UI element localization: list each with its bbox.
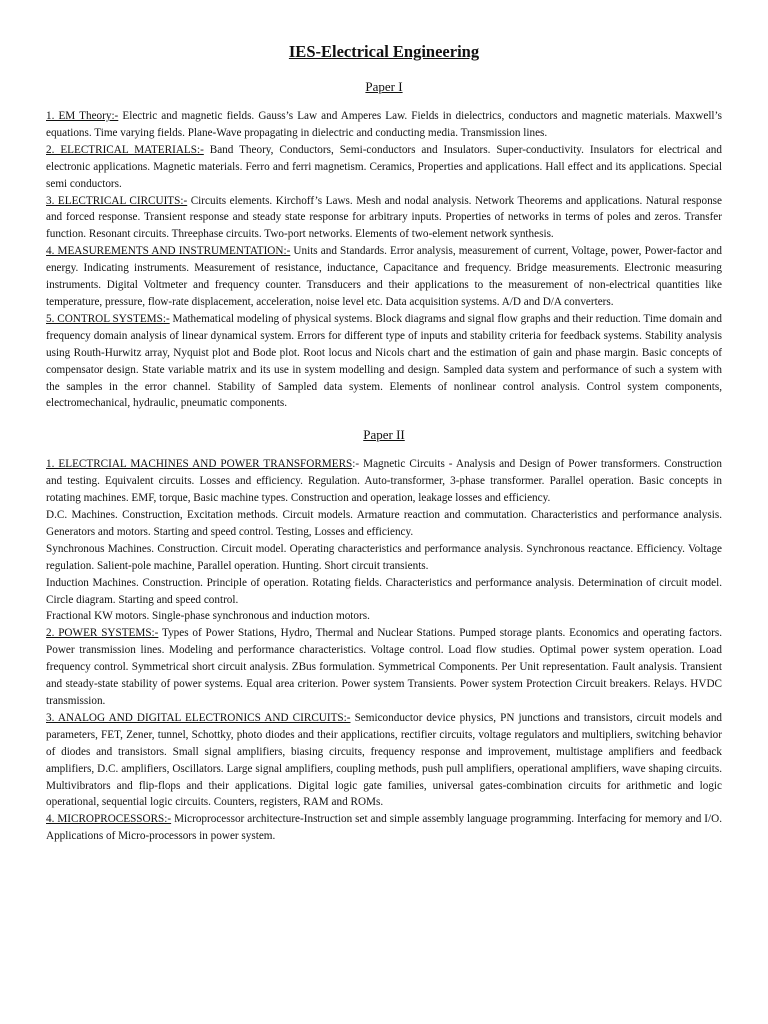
syllabus-paragraph (46, 507, 722, 541)
section-label: 4. MEASUREMENTS AND INSTRUMENTATION:- (46, 245, 291, 258)
section-spacer (46, 412, 722, 426)
section-label: 2. POWER SYSTEMS:- (46, 627, 159, 640)
section-label: 4. MICROPROCESSORS:- (46, 813, 172, 826)
section-label: 1. EM Theory:- (46, 110, 119, 122)
syllabus-paragraph (46, 142, 722, 193)
syllabus-paragraph (46, 575, 722, 609)
section-text: Synchronous Machines. Construction. Circuit model. Operating characteristics and performance analysis. Synchronous reactance. Efficiency. Voltage regulation. Salient-pole machine, Parallel operation. Hunting. Short circuit transients. (46, 542, 722, 572)
section-text: Band Theory, Conductors, Semi-conductors and Insulators. Super-conductivity. Insulators for electrical and electronic applications. Magnetic materials. Ferro and ferri magnetism. Ceramics, Properties and applications. Hall effect and its applications. Special semi conductors. (46, 143, 722, 190)
syllabus-paragraph (46, 811, 722, 845)
syllabus-paragraph (46, 456, 722, 507)
paper-section-1 (46, 78, 722, 412)
section-text: Units and Standards. Error analysis, measurement of current, Voltage, power, Power-factor and energy. Indicating instruments. Measurement of resistance, inductance, Capacitance and frequency. Bridge measurements. Electronic measuring instruments. Digital Voltmeter and frequency counter. Transducers and their applications to the measurement of non-electrical quantities like temperature, pressure, flow-rate displacement, acceleration, noise level etc. Data acquisition systems. A/D and D/A converters. (46, 245, 723, 308)
syllabus-paragraph (46, 243, 722, 311)
paper-heading: Paper I (365, 79, 403, 94)
section-text: Fractional KW motors. Single-phase synchronous and induction motors. (46, 610, 370, 623)
section-text: :- Magnetic Circuits - Analysis and Design of Power transformers. Construction and testing. Equivalent circuits. Losses and efficiency. Regulation. Auto-transformer, 3-phase transformer. Parallel operation. Basic concepts in rotating machines. EMF, torque, Basic machine types. Construction and operation, leakage losses and efficiency. (46, 458, 722, 505)
syllabus-paragraph (46, 710, 722, 811)
section-text: Electric and magnetic fields. Gauss’s Law and Amperes Law. Fields in dielectrics, conductors and magnetic materials. Maxwell’s equations. Time varying fields. Plane-Wave propagating in dielectric and conducting media. Transmission lines. (46, 110, 722, 139)
section-text: Circuits elements. Kirchoff’s Laws. Mesh and nodal analysis. Network Theorems and applications. Natural response and forced response. Transient response and steady state response for arbitrary inputs. Properties of networks in terms of poles and zeros. Transfer function. Resonant circuits. Threephase circuits. Two-port networks. Elements of two-element network synthesis. (46, 194, 722, 241)
document-title: IES-Electrical Engineering (288, 42, 480, 61)
syllabus-paragraph (46, 625, 722, 710)
section-text: Microprocessor architecture-Instruction set and simple assembly language programming. Interfacing for memory and I/O. Applications of Micro-processors in power system. (46, 813, 722, 843)
section-text: Induction Machines. Construction. Principle of operation. Rotating fields. Characteristics and performance analysis. Determination of circuit model. Circle diagram. Starting and speed control. (46, 576, 722, 606)
section-label: 2. ELECTRICAL MATERIALS:- (46, 143, 204, 156)
section-label: 3. ELECTRICAL CIRCUITS:- (46, 194, 188, 207)
syllabus-paragraph (46, 541, 722, 575)
section-text: D.C. Machines. Construction, Excitation methods. Circuit models. Armature reaction and commutation. Characteristics and performance analysis. Generators and motors. Starting and speed control. Testing, Losses and efficiency. (46, 509, 722, 538)
paper-section-2 (46, 426, 722, 845)
section-text: Mathematical modeling of physical systems. Block diagrams and signal flow graphs and their reduction. Time domain and frequency domain analysis of linear dynamical system. Errors for different type of inputs and stability criteria for feedback systems. Stability analysis using Routh-Hurwitz array, Nyquist plot and Bode plot. Root locus and Nicols chart and the estimation of gain and phase margin. Basic concepts of compensator design. State variable matrix and its use in system modelling and design. Sampled data system and performance of such a system with the samples in the error channel. Stability of Sampled data system. Elements of nonlinear control analysis. Control system components, electromechanical, hydraulic, pneumatic components. (46, 312, 722, 410)
syllabus-paragraph (46, 193, 722, 244)
paper-heading: Paper II (363, 427, 405, 443)
syllabus-paragraph (46, 608, 722, 625)
section-text: Semiconductor device physics, PN junctions and transistors, circuit models and parameters, FET, Zener, tunnel, Schottky, photo diodes and their applications, rectifier circuits, voltage regulators and multipliers, switching behavior of diodes and transistors. Small signal amplifiers, biasing circuits, frequency response and improvement, multistage amplifiers and feedback amplifiers, D.C. amplifiers, Oscillators. Large signal amplifiers, coupling methods, push pull amplifiers, operational amplifiers, wave shaping circuits. Multivibrators and flip-flops and their applications. Digital logic gate families, universal gates-combination circuits for arithmetic and logic operational, sequential logic circuits. Counters, registers, RAM and ROMs. (46, 711, 723, 809)
section-label: 5. CONTROL SYSTEMS:- (46, 312, 170, 325)
section-label: 3. ANALOG AND DIGITAL ELECTRONICS AND CIRCUITS:- (46, 711, 351, 724)
syllabus-paragraph (46, 108, 722, 142)
section-label: 1. ELECTRCIAL MACHINES AND POWER TRANSFORMERS (46, 458, 353, 471)
syllabus-paragraph (46, 311, 722, 412)
section-text: Types of Power Stations, Hydro, Thermal and Nuclear Stations. Pumped storage plants. Economics and operating factors. Power transmission lines. Modeling and performance characteristics. Voltage control. Load flow studies. Optimal power system operation. Load frequency control. Symmetrical short circuit analysis. ZBus formulation. Symmetrical Components. Per Unit representation. Fault analysis. Transient and steady-state stability of power systems. Equal area criterion. Power system Transients. Power system Protection Circuit breakers. Relays. HVDC transmission. (46, 627, 722, 707)
